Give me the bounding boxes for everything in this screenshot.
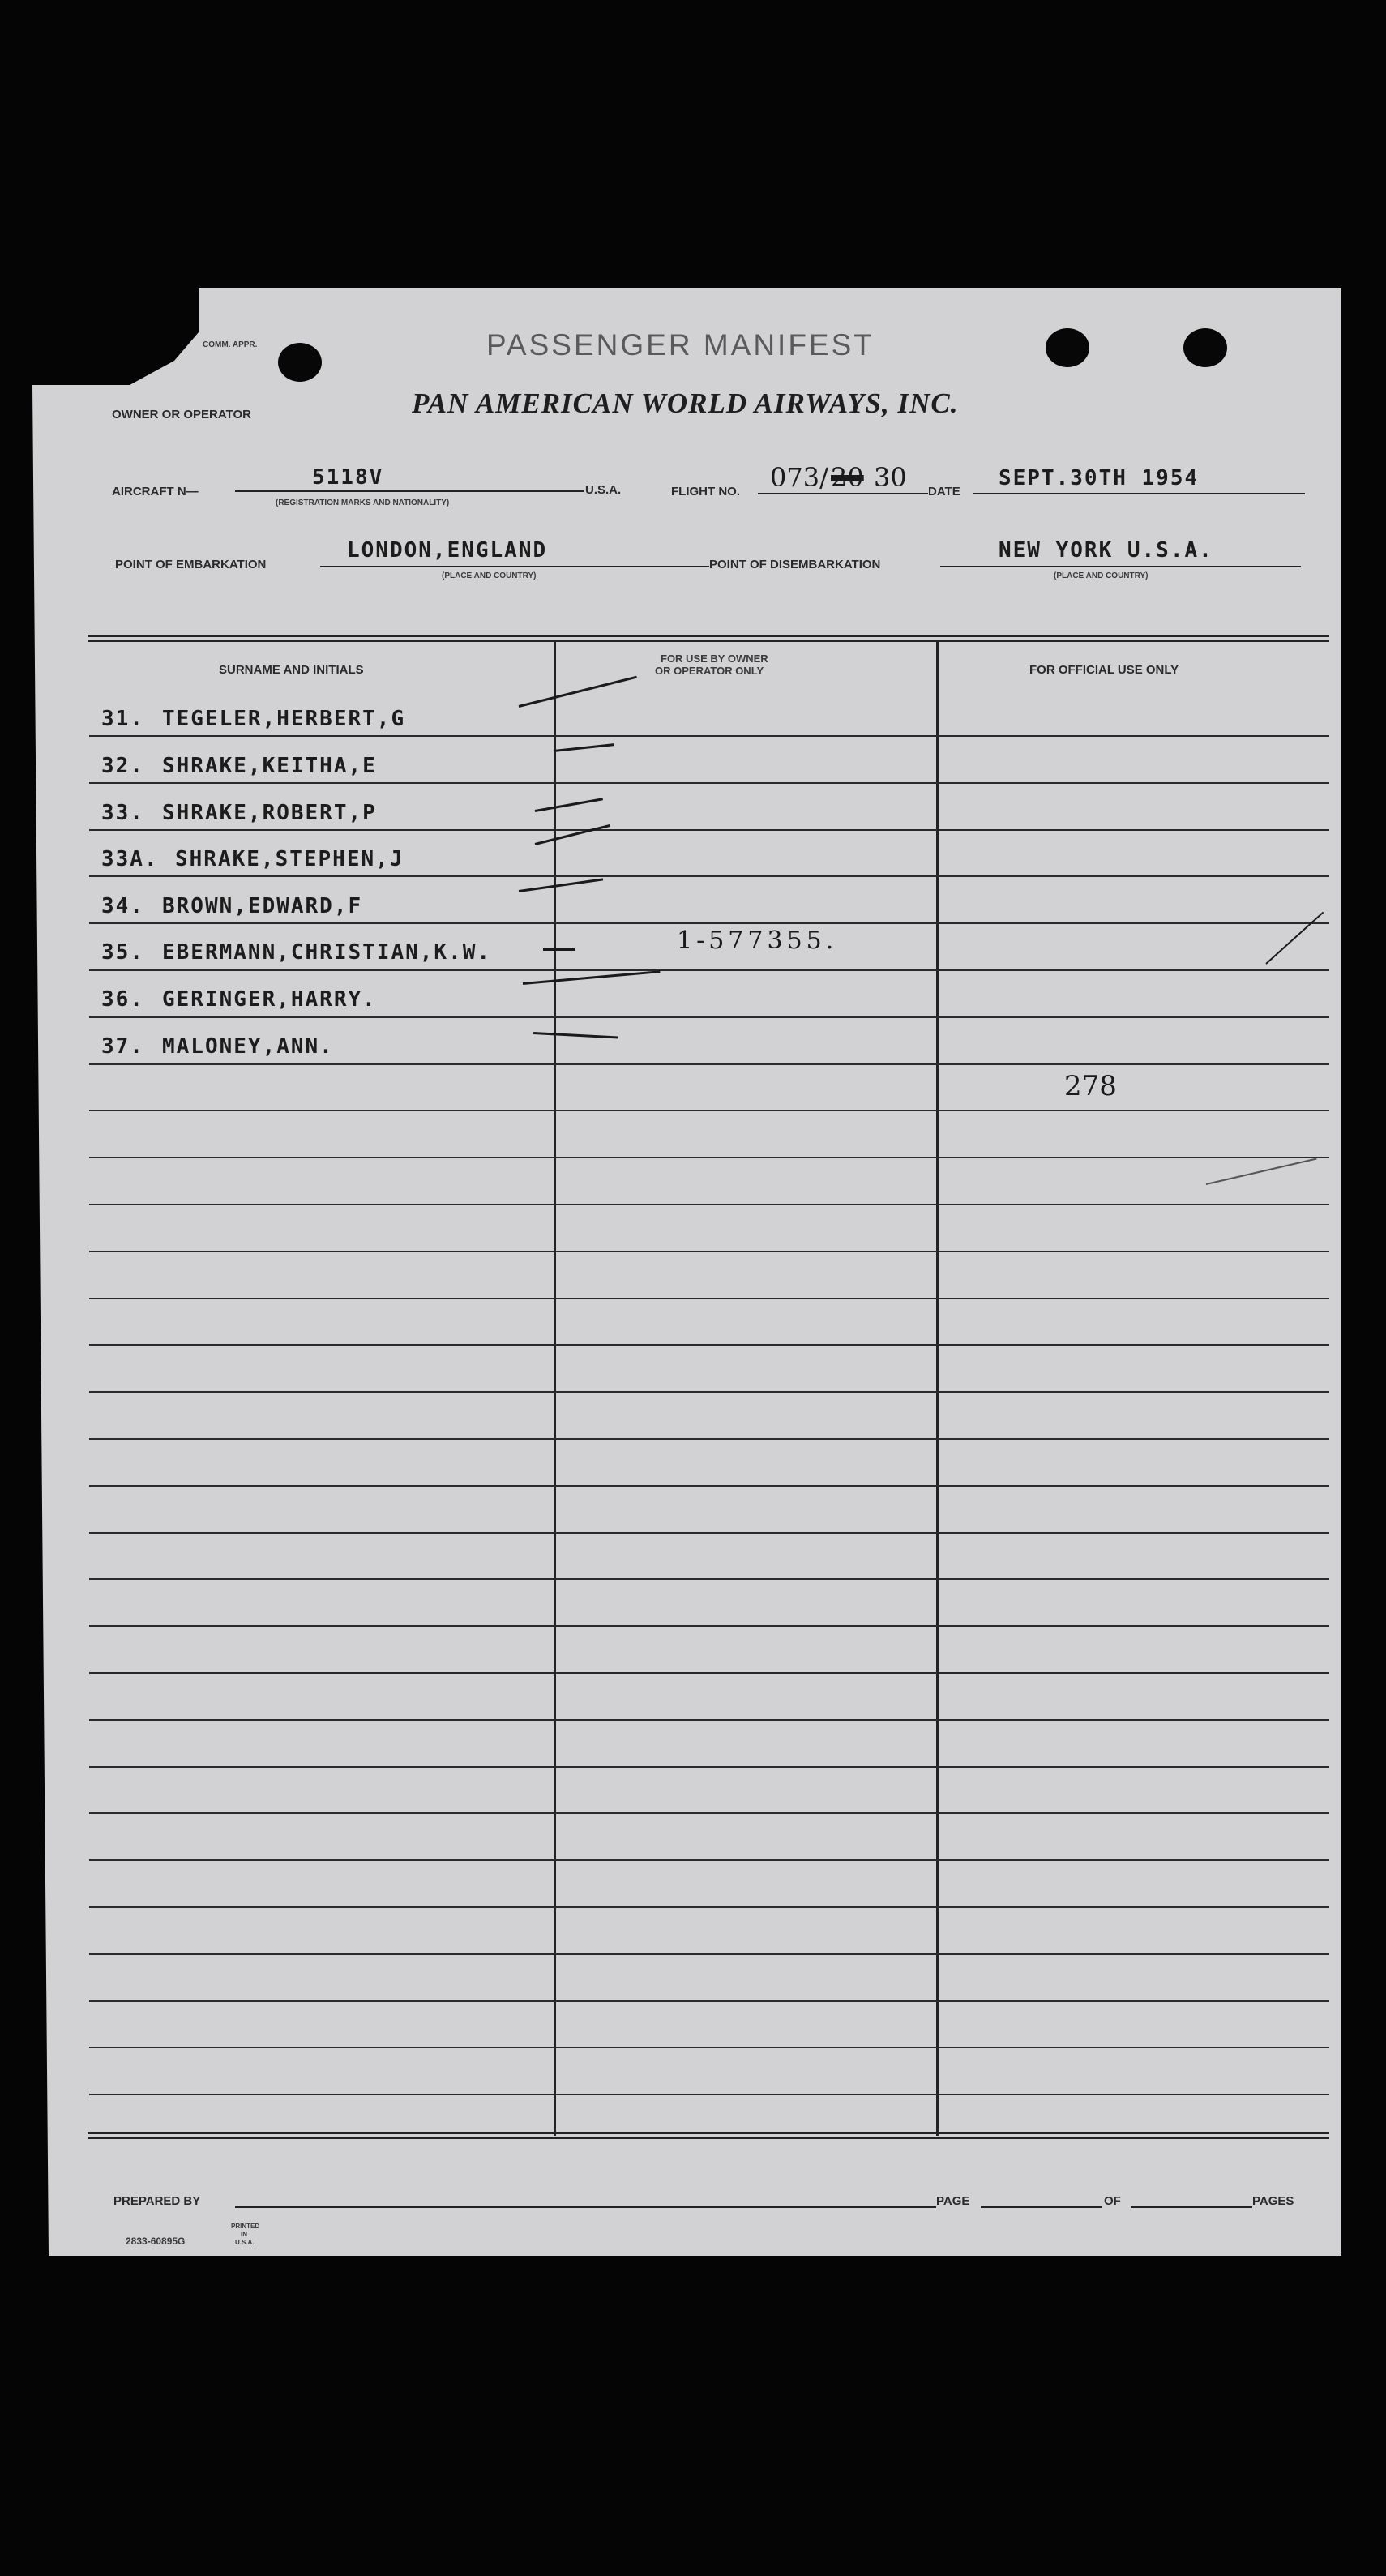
- row-rule: [89, 1532, 1329, 1534]
- printed-note: U.S.A.: [235, 2239, 255, 2246]
- row-rule: [89, 1298, 1329, 1299]
- passenger-number: 35.: [101, 940, 144, 965]
- prepared-by-label: PREPARED BY: [113, 2194, 201, 2208]
- company-name: PAN AMERICAN WORLD AIRWAYS, INC.: [412, 387, 959, 419]
- row-rule: [89, 1344, 1329, 1346]
- punch-hole: [1183, 328, 1227, 367]
- aircraft-number: 5118V: [312, 465, 384, 490]
- embarkation-value: LONDON,ENGLAND: [347, 538, 548, 563]
- table-top-border: [88, 640, 1329, 642]
- table-bottom-border: [88, 2132, 1329, 2134]
- of-label: OF: [1104, 2194, 1121, 2208]
- row-rule: [89, 1251, 1329, 1252]
- passenger-name: BROWN,EDWARD,F: [162, 894, 363, 918]
- row-rule: [89, 1625, 1329, 1627]
- embarkation-underline: [320, 566, 709, 567]
- passenger-number: 33A.: [101, 847, 159, 871]
- passenger-number: 37.: [101, 1034, 144, 1059]
- column-header-owner: FOR USE BY OWNER: [661, 653, 768, 665]
- disembarkation-underline: [940, 566, 1301, 567]
- flight-number-corrected: 30: [874, 462, 907, 493]
- row-rule: [89, 875, 1329, 877]
- passenger-name: SHRAKE,ROBERT,P: [162, 801, 377, 825]
- date-value: SEPT.30TH 1954: [999, 466, 1200, 490]
- owner-label: OWNER OR OPERATOR: [112, 408, 251, 421]
- printed-note: PRINTED: [231, 2223, 260, 2230]
- passenger-name: SHRAKE,STEPHEN,J: [175, 847, 404, 871]
- row-rule: [89, 1391, 1329, 1393]
- row-rule: [89, 1438, 1329, 1440]
- place-note-disembarkation: (PLACE AND COUNTRY): [1054, 571, 1149, 580]
- column-divider: [936, 640, 939, 2136]
- handwritten-ticket-number: 1-577355.: [677, 926, 838, 955]
- aircraft-label: AIRCRAFT N—: [112, 485, 199, 499]
- table-bottom-border: [88, 2137, 1329, 2139]
- date-label: DATE: [928, 485, 960, 499]
- passenger-name: SHRAKE,KEITHA,E: [162, 754, 377, 778]
- row-rule: [89, 1672, 1329, 1674]
- flight-label: FLIGHT NO.: [671, 485, 740, 499]
- place-note-embarkation: (PLACE AND COUNTRY): [442, 571, 537, 580]
- column-header-surname: SURNAME AND INITIALS: [219, 663, 364, 677]
- row-rule: [89, 1859, 1329, 1861]
- row-rule: [89, 1766, 1329, 1768]
- column-divider: [554, 640, 556, 2136]
- aircraft-underline: [235, 490, 584, 492]
- row-rule: [89, 922, 1329, 924]
- registration-note: (REGISTRATION MARKS AND NATIONALITY): [276, 499, 450, 507]
- form-number: 2833-60895G: [126, 2236, 186, 2247]
- row-rule: [89, 1953, 1329, 1955]
- row-rule: [89, 829, 1329, 831]
- flight-underline: [758, 493, 928, 494]
- usa-label: U.S.A.: [585, 483, 622, 497]
- page-line: [981, 2206, 1102, 2208]
- row-rule: [89, 735, 1329, 737]
- punch-hole: [1046, 328, 1089, 367]
- row-rule: [89, 1906, 1329, 1908]
- approval-stamp: COMM. APPR.: [203, 340, 258, 349]
- disembarkation-value: NEW YORK U.S.A.: [999, 538, 1213, 563]
- disembarkation-label: POINT OF DISEMBARKATION: [709, 558, 881, 571]
- passenger-number: 32.: [101, 754, 144, 778]
- column-header-owner: OR OPERATOR ONLY: [655, 665, 764, 677]
- passenger-number: 33.: [101, 801, 144, 825]
- flight-number-struck: 20: [831, 462, 864, 493]
- row-rule: [89, 1157, 1329, 1158]
- punch-hole: [278, 343, 322, 382]
- row-rule: [89, 1204, 1329, 1205]
- passenger-number: 31.: [101, 707, 144, 731]
- row-rule: [89, 1578, 1329, 1580]
- date-underline: [973, 493, 1305, 494]
- passenger-name: GERINGER,HARRY.: [162, 987, 377, 1012]
- row-rule: [89, 1719, 1329, 1721]
- flight-number: 073/: [770, 462, 828, 493]
- row-rule: [89, 782, 1329, 784]
- table-top-border: [88, 635, 1329, 637]
- passenger-number: 34.: [101, 894, 144, 918]
- manifest-sheet: [32, 288, 1341, 2256]
- row-rule: [89, 2094, 1329, 2095]
- embarkation-label: POINT OF EMBARKATION: [115, 558, 267, 571]
- row-rule: [89, 1063, 1329, 1065]
- of-line: [1131, 2206, 1252, 2208]
- row-rule: [89, 1485, 1329, 1487]
- passenger-name: EBERMANN,CHRISTIAN,K.W.: [162, 940, 492, 965]
- passenger-name: MALONEY,ANN.: [162, 1034, 334, 1059]
- passenger-number: 36.: [101, 987, 144, 1012]
- check-mark: [543, 948, 575, 951]
- official-number: 278: [1064, 1070, 1117, 1102]
- printed-note: IN: [241, 2231, 247, 2238]
- form-title: PASSENGER MANIFEST: [486, 328, 875, 362]
- row-rule: [89, 969, 1329, 971]
- row-rule: [89, 1812, 1329, 1814]
- passenger-name: TEGELER,HERBERT,G: [162, 707, 406, 731]
- prepared-by-line: [235, 2206, 936, 2208]
- row-rule: [89, 2000, 1329, 2002]
- column-header-official: FOR OFFICIAL USE ONLY: [1029, 663, 1179, 677]
- row-rule: [89, 2047, 1329, 2048]
- page-label: PAGE: [936, 2194, 970, 2208]
- pages-label: PAGES: [1252, 2194, 1294, 2208]
- row-rule: [89, 1016, 1329, 1018]
- row-rule: [89, 1110, 1329, 1111]
